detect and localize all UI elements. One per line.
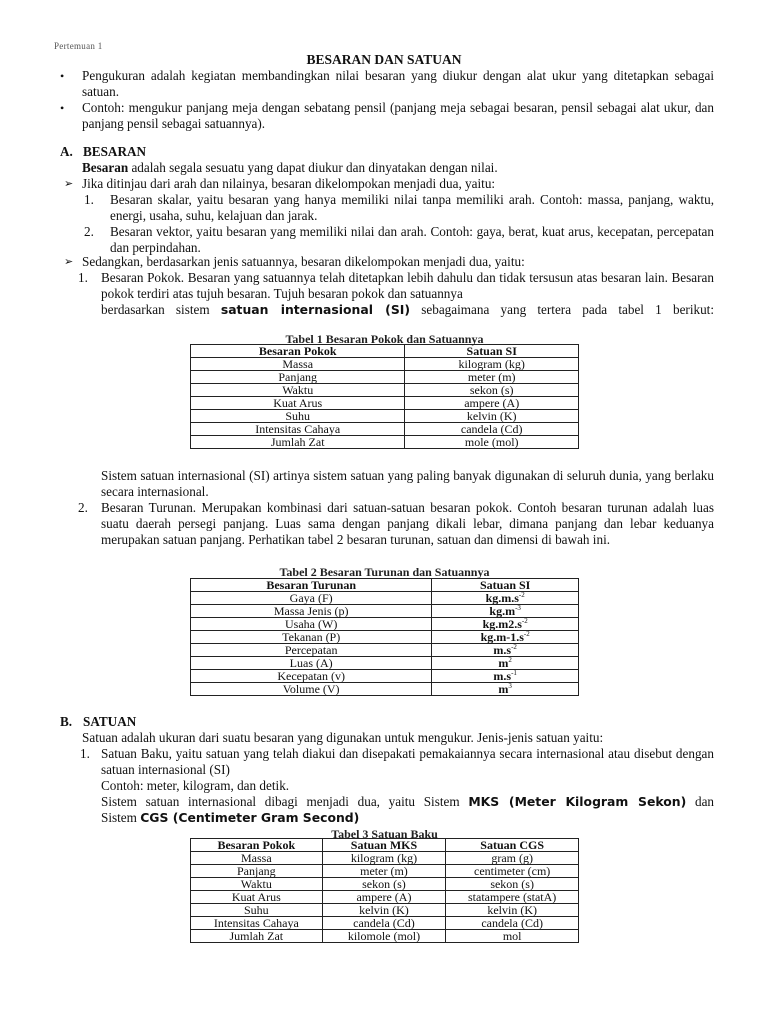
table-row [191,657,579,670]
table-cell: kilomole (mol) [322,930,446,943]
besaran-definition-text: adalah segala sesuatu yang dapat diukur dan dinyatakan dengan nilai. [128,160,498,175]
unit-base: m [498,682,509,696]
classification-by-direction: Jika ditinjau dari arah dan nilainya, besaran dikelompokan menjadi dua, yaitu: [82,176,496,191]
table2-caption: Tabel 2 Besaran Turunan dan Satuannya [279,565,490,579]
unit-base: kg.m [489,604,516,618]
text-fragment: berdasarkan sistem [101,302,210,317]
table-cell: candela (Cd) [405,423,579,436]
table-cell: kelvin (K) [405,410,579,423]
table-row [191,618,579,631]
table-row [191,865,579,878]
table-cell [432,592,579,605]
list-number: 1. [80,746,90,761]
intro-paragraph-2: Contoh: mengukur panjang meja dengan sebatang pensil (panjang meja sebagai besaran, pensil sebagai alat ukur, dan panjang pensil sebagai satuannya). [82,100,714,131]
table-row [191,605,579,618]
table-cell: gram (g) [446,852,579,865]
table-row [191,683,579,696]
table-cell: Luas (A) [191,657,432,670]
table-cell: Panjang [191,865,323,878]
table-cell: sekon (s) [322,878,446,891]
text-fragment: sebagaimana yang tertera pada tabel 1 berikut: [421,302,714,317]
list-number: 2. [84,224,94,239]
arrow-bullet-icon: ➢ [64,256,74,268]
table-row [191,904,579,917]
table-row [191,917,579,930]
table-header-cell: Besaran Pokok [191,839,323,852]
table-header-row [191,839,579,852]
unit-base: m.s [493,669,512,683]
besaran-definition [82,160,714,176]
arrow-bullet-icon: ➢ [64,178,74,190]
table-cell: Panjang [191,371,405,384]
table-cell: ampere (A) [405,397,579,410]
table-cell: Suhu [191,410,405,423]
table-header-row [191,345,579,358]
text-fragment: Sistem [101,810,137,825]
table-row [191,670,579,683]
table-row [191,436,579,449]
section-b-letter: B. [60,714,73,729]
table-row [191,358,579,371]
besaran-pokok-text: Besaran Pokok. Besaran yang satuannya telah ditetapkan lebih dahulu dan tidak tersusun atas besaran lain. Besaran pokok terdiri atas tujuh besaran. Tujuh besaran pokok dan satuannya [101,270,714,301]
sistem-satuan-line [101,794,714,810]
table-cell: Massa Jenis (p) [191,605,432,618]
table-cell: candela (Cd) [322,917,446,930]
bullet-icon: • [60,69,65,83]
text-fragment: dan [694,794,715,809]
vector-description: Besaran vektor, yaitu besaran yang memiliki nilai dan arah. Contoh: gaya, berat, kuat arus, kecepatan, percepatan dan perpindahan. [110,224,714,255]
table-header-cell: Besaran Pokok [191,345,405,358]
table-row [191,423,579,436]
unit-exponent: -2 [523,630,530,638]
besaran-turunan-text: Besaran Turunan. Merupakan kombinasi dari satuan-satuan besaran pokok. Contoh besaran turunan adalah luas suatu daerah persegi panjang. Luas sama dengan panjang dikali lebar, dimana panjang dan lebar keduanya merupakan satuan panjang. Perhatikan tabel 2 besaran turunan, satuan dan dimensi di bawah ini. [101,500,714,547]
besaran-term: Besaran [82,160,129,175]
table-cell: ampere (A) [322,891,446,904]
table-cell: Jumlah Zat [191,930,323,943]
satuan-baku-example: Contoh: meter, kilogram, dan detik. [101,778,290,793]
text-fragment: Sistem satuan internasional dibagi menjadi dua, yaitu Sistem [101,794,460,809]
satuan-baku-text: Satuan Baku, yaitu satuan yang telah diakui dan disepakati pemakaiannya secara internasional atau disebut dengan satuan internasional (SI) [101,746,714,777]
table-cell: sekon (s) [446,878,579,891]
table-cell: Waktu [191,384,405,397]
table-cell [432,644,579,657]
unit-base: m.s [493,643,512,657]
table-cell [432,683,579,696]
table-cell: Suhu [191,904,323,917]
table-cell: kilogram (kg) [322,852,446,865]
unit-exponent: -2 [521,617,528,625]
table-cell: mol [446,930,579,943]
table-cell: mole (mol) [405,436,579,449]
unit-base: kg.m-1.s [480,630,524,644]
table-cell: sekon (s) [405,384,579,397]
table-cell: Volume (V) [191,683,432,696]
cgs-emphasis: CGS (Centimeter Gram Second) [140,810,360,825]
table-cell [432,657,579,670]
table-cell [432,618,579,631]
table-row [191,852,579,865]
section-a-heading [60,144,147,160]
table-cell: Intensitas Cahaya [191,423,405,436]
table-cell: centimeter (cm) [446,865,579,878]
unit-exponent: -2 [511,643,517,651]
section-b-title: SATUAN [83,714,137,729]
table3 [190,838,579,943]
table-cell: Waktu [191,878,323,891]
table-cell: Massa [191,852,323,865]
table-row [191,878,579,891]
table-cell: Jumlah Zat [191,436,405,449]
table-cell [432,631,579,644]
si-emphasis: satuan internasional (SI) [220,302,411,317]
table-cell: kilogram (kg) [405,358,579,371]
table3-caption: Tabel 3 Satuan Baku [331,827,438,841]
table2 [190,578,579,696]
table-header-cell: Satuan CGS [446,839,579,852]
table-cell: Tekanan (P) [191,631,432,644]
table-cell: Kecepatan (v) [191,670,432,683]
table-header-cell: Satuan SI [405,345,579,358]
table-header-cell: Satuan SI [432,579,579,592]
besaran-pokok-text-end [101,302,714,318]
table-cell: kelvin (K) [446,904,579,917]
scalar-description: Besaran skalar, yaitu besaran yang hanya memiliki nilai tanpa memiliki arah. Contoh: massa, panjang, waktu, energi, usaha, suhu, kelajuan dan jarak. [110,192,714,223]
unit-exponent: 3 [508,682,512,690]
satuan-intro: Satuan adalah ukuran dari suatu besaran yang digunakan untuk mengukur. Jenis-jenis satuan yaitu: [82,730,604,745]
table-cell: candela (Cd) [446,917,579,930]
table1 [190,344,579,449]
table-cell [432,670,579,683]
list-number: 1. [84,192,94,207]
section-a-letter: A. [60,144,73,159]
table-row [191,371,579,384]
table-cell: Gaya (F) [191,592,432,605]
section-a-title: BESARAN [83,144,147,159]
unit-base: m [498,656,509,670]
table-cell: Kuat Arus [191,891,323,904]
section-b-heading [60,714,137,730]
table1-caption: Tabel 1 Besaran Pokok dan Satuannya [285,332,484,346]
unit-base: kg.m.s [485,591,519,605]
page-title: BESARAN DAN SATUAN [306,52,462,67]
table-header-cell: Satuan MKS [322,839,446,852]
table-row [191,397,579,410]
table-cell: Usaha (W) [191,618,432,631]
unit-exponent: -2 [518,591,525,599]
page-header: Pertemuan 1 [54,41,103,51]
table-cell: statampere (statA) [446,891,579,904]
table-cell: meter (m) [405,371,579,384]
table-cell: Massa [191,358,405,371]
unit-base: kg.m2.s [482,617,522,631]
table-cell: Percepatan [191,644,432,657]
table-row [191,592,579,605]
table-row [191,384,579,397]
table-header-cell: Besaran Turunan [191,579,432,592]
mks-emphasis: MKS (Meter Kilogram Sekon) [468,794,687,809]
table-row [191,410,579,423]
unit-exponent: 2 [508,656,512,664]
table-cell: Kuat Arus [191,397,405,410]
si-explanation: Sistem satuan internasional (SI) artinya sistem satuan yang paling banyak digunakan di seluruh dunia, yang berlaku secara internasional. [101,468,714,499]
list-number: 1. [78,270,88,285]
list-number: 2. [78,500,88,515]
table-row [191,930,579,943]
table-cell: kelvin (K) [322,904,446,917]
table-cell: Intensitas Cahaya [191,917,323,930]
classification-by-unit: Sedangkan, berdasarkan jenis satuannya, besaran dikelompokan menjadi dua, yaitu: [82,254,525,269]
bullet-icon: • [60,101,65,115]
table-cell: meter (m) [322,865,446,878]
table-header-row [191,579,579,592]
intro-paragraph-1: Pengukuran adalah kegiatan membandingkan nilai besaran yang diukur dengan alat ukur yang ditetapkan sebagai satuan. [82,68,714,99]
unit-exponent: -3 [515,604,521,612]
table-row [191,631,579,644]
sistem-satuan-line-2 [101,810,714,826]
table-row [191,644,579,657]
unit-exponent: -1 [511,669,517,677]
table-cell [432,605,579,618]
table-row [191,891,579,904]
